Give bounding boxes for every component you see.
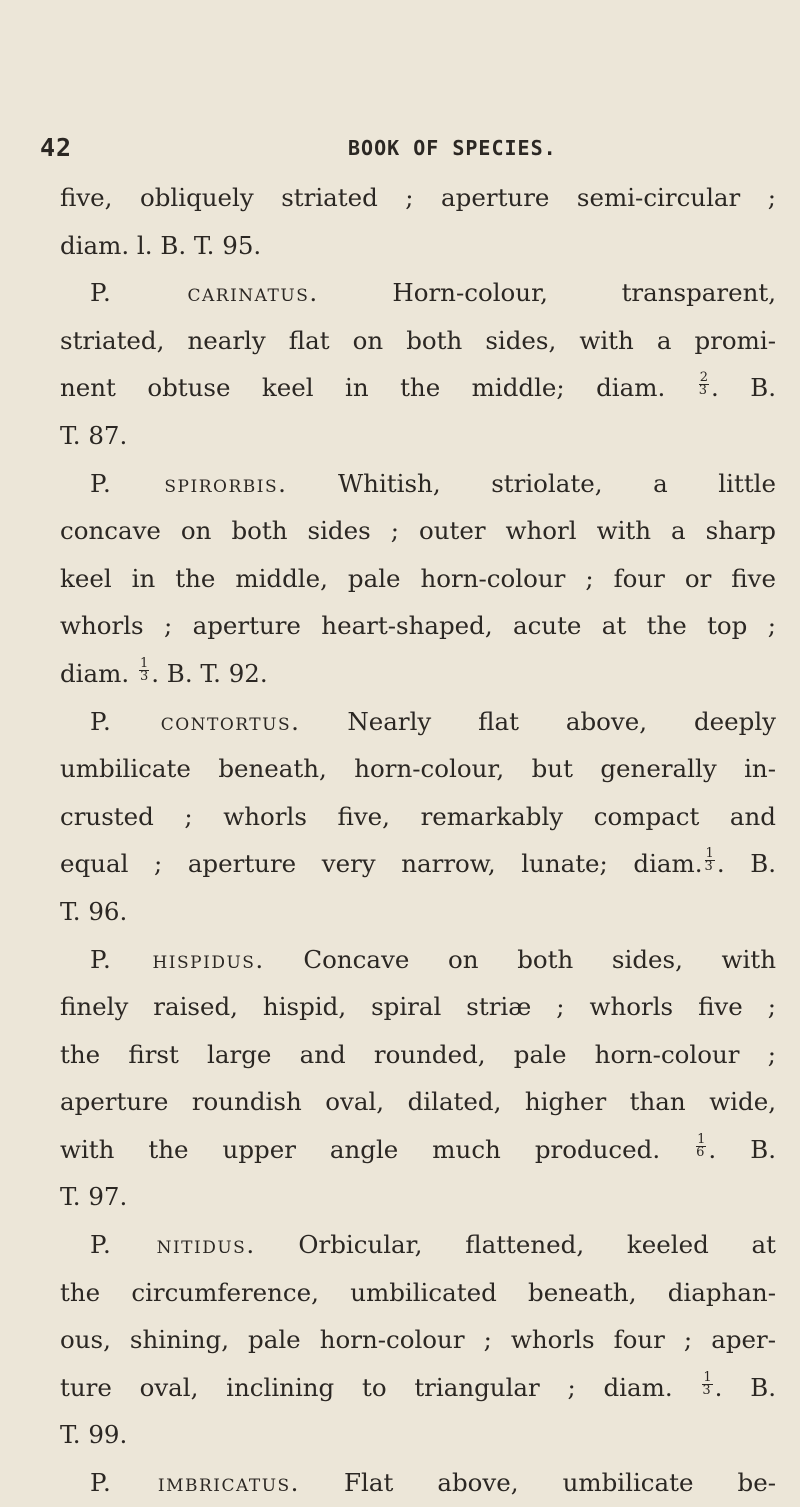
species-name: P. spirorbis. xyxy=(90,468,288,498)
species-entry-imbricatus xyxy=(60,1459,776,1507)
species-name: P. contortus. xyxy=(90,706,301,736)
text-line xyxy=(60,1364,776,1412)
text-line: T. 87. xyxy=(60,420,128,450)
text-line xyxy=(60,1126,776,1174)
fraction-numerator: 1 xyxy=(705,846,714,862)
species-entry-nitidus xyxy=(60,1221,776,1269)
species-description: Nearly flat above, deeply xyxy=(347,706,776,736)
text-line: umbilicate beneath, horn-colour, but generally in- xyxy=(60,754,776,784)
text-line: striated, nearly flat on both sides, with a promi- xyxy=(60,325,776,355)
text-line: ous, shining, pale horn-colour ; whorls four ; aper- xyxy=(60,1325,776,1355)
fraction-denominator: 6 xyxy=(696,1144,705,1160)
text-segment: . B. T. 92. xyxy=(151,658,268,688)
running-head: BOOK OF SPECIES. xyxy=(348,136,557,160)
fraction-denominator: 3 xyxy=(702,1382,711,1398)
text-segment: . B. xyxy=(710,373,776,403)
species-description: Concave on both sides, with xyxy=(303,944,776,974)
species-name: P. carinatus. xyxy=(90,278,319,308)
text-line: five, obliquely striated ; aperture semi-circular ; xyxy=(60,183,776,212)
text-segment: . B. xyxy=(708,1134,776,1164)
text-line: diam. l. B. T. 95. xyxy=(60,230,262,260)
fraction-denominator: 3 xyxy=(139,668,149,684)
species-name: P. nitidus. xyxy=(90,1230,256,1260)
text-segment: . B. xyxy=(716,849,776,879)
species-entry-contortus xyxy=(60,698,776,746)
text-line xyxy=(60,650,776,698)
text-line xyxy=(60,840,776,888)
species-description: Horn-colour, transparent, xyxy=(392,278,777,308)
text-line: whorls ; aperture heart-shaped, acute at the top ; xyxy=(60,611,776,641)
body-text xyxy=(60,174,776,1507)
fraction-numerator: 1 xyxy=(703,1369,712,1385)
species-name: P. imbricatus. xyxy=(90,1468,300,1498)
fraction xyxy=(696,1131,706,1160)
fraction-numerator: 2 xyxy=(699,370,708,386)
text-line: the circumference, umbilicated beneath, diaphan- xyxy=(60,1277,776,1307)
text-line: crusted ; whorls five, remarkably compact and xyxy=(60,801,776,831)
text-line: keel in the middle, pale horn-colour ; four or five xyxy=(60,563,776,593)
fraction-numerator: 1 xyxy=(139,655,149,671)
fraction xyxy=(702,1369,712,1398)
text-segment: ture oval, inclining to triangular ; diam. xyxy=(60,1372,673,1402)
species-entry-carinatus xyxy=(60,269,776,317)
species-description: Orbicular, flattened, keeled at xyxy=(298,1230,776,1260)
text-line: T. 99. xyxy=(60,1420,128,1450)
text-line: T. 97. xyxy=(60,1182,128,1212)
page-header xyxy=(40,133,776,163)
species-name: P. hispidus. xyxy=(90,944,265,974)
species-entry-hispidus xyxy=(60,936,776,984)
species-description: Flat above, umbilicate be- xyxy=(344,1468,776,1498)
fraction xyxy=(705,848,715,873)
species-description: Whitish, striolate, a little xyxy=(338,468,777,498)
page-number: 42 xyxy=(40,133,73,162)
text-segment: . B. xyxy=(714,1372,776,1402)
text-line: aperture roundish oval, dilated, higher than wide, xyxy=(60,1087,776,1117)
text-line: finely raised, hispid, spiral striæ ; whorls five ; xyxy=(60,992,776,1022)
text-line: T. 96. xyxy=(60,896,128,926)
fraction xyxy=(699,372,709,397)
text-line xyxy=(60,364,776,412)
fraction xyxy=(139,655,149,684)
fraction-denominator: 3 xyxy=(698,383,707,399)
text-segment: equal ; aperture very narrow, lunate; diam. xyxy=(60,849,703,879)
text-segment: with the upper angle much produced. xyxy=(60,1134,661,1164)
text-line: the first large and rounded, pale horn-colour ; xyxy=(60,1039,776,1069)
species-entry-spirorbis xyxy=(60,460,776,508)
text-line: concave on both sides ; outer whorl with a sharp xyxy=(60,516,776,546)
text-segment: diam. xyxy=(60,658,130,688)
fraction-denominator: 3 xyxy=(704,859,713,875)
fraction-numerator: 1 xyxy=(697,1131,706,1147)
text-segment: nent obtuse keel in the middle; diam. xyxy=(60,373,666,403)
